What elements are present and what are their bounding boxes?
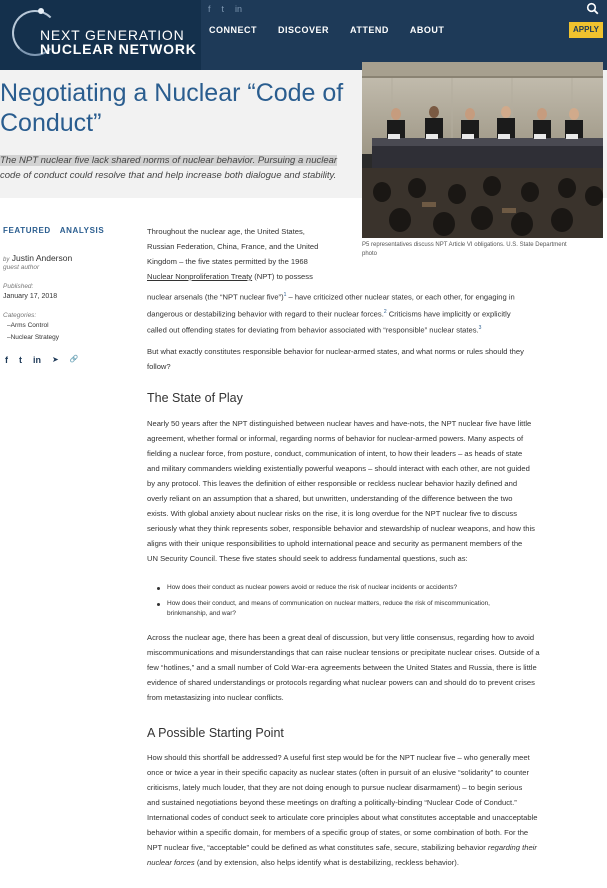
bullet-dot <box>157 603 160 606</box>
paragraph-line: UN Security Council. These five states should seek to address fundamental questions, such as: <box>147 554 468 563</box>
bullet-text <box>167 599 562 619</box>
nav-connect[interactable]: CONNECT <box>209 25 257 35</box>
dek-line2: code of conduct could resolve that and help increase both dialogue and stability. <box>0 170 337 181</box>
footnote-link-2[interactable]: 2 <box>383 308 387 315</box>
site-logo[interactable] <box>0 0 201 70</box>
paragraph-line: miscommunications and misunderstandings that can raise nuclear tensions or precipitate nuclear crises. Outside of a <box>147 648 540 657</box>
share-links <box>5 355 78 365</box>
intro-cont-line: dangerous or destabilizing behavior with regard to their nuclear forces. <box>147 309 384 319</box>
caption-line1: P5 representatives discuss NPT Article VI obligations. U.S. State Department <box>362 242 567 248</box>
intro-cont-after: Criticisms have implicitly or explicitly <box>386 309 511 319</box>
article-photo <box>362 62 603 238</box>
categories-label: Categories: <box>3 312 37 319</box>
paragraph-line: by any protocol. This leaves the definition of either responsible or reckless nuclear behavior hazily defined and <box>147 479 518 488</box>
paragraph-line: and military commanders wielding existentially powerful weapons – should interact with each other, are not guided <box>147 464 530 473</box>
bullet-text-line: brinkmanship, and war? <box>167 610 237 617</box>
intro-cont-line: called out offending states for deviating from behavior associated with “responsible” nuclear states. <box>147 325 479 335</box>
author-name[interactable]: Justin Anderson <box>11 253 73 263</box>
tag-featured[interactable]: FEATURED <box>3 226 51 235</box>
paragraph-italic: nuclear forces <box>147 858 195 867</box>
paragraph-line: evidence of shared understandings or protocols regarding what nuclear powers can and should do to prevent crises <box>147 678 535 687</box>
paragraph-line: (and by extension, also helps identify what is destabilizing, reckless behavior). <box>194 858 459 867</box>
footnote-link-3[interactable]: 3 <box>478 325 482 332</box>
paragraph-line: few “hotlines,” and a small number of Cold War-era agreements between the United States and Russia, there is little <box>147 663 537 672</box>
state-of-play-paragraph <box>147 416 592 566</box>
search-icon[interactable] <box>586 2 599 15</box>
logo-dot-icon <box>38 8 44 14</box>
intro-line: Kingdom – the five states permitted by the 1968 <box>147 257 308 266</box>
apply-button[interactable]: APPLY <box>569 22 603 38</box>
tag-analysis[interactable]: ANALYSIS <box>59 226 105 235</box>
paragraph-line: seriously what they think represents sober, responsible behavior and stewardship of nuclear weapons, and how this <box>147 524 535 533</box>
intro-continuation <box>147 288 587 338</box>
nav-about[interactable]: ABOUT <box>409 25 445 35</box>
title-line1: Negotiating a Nuclear “Code of <box>0 79 344 107</box>
paragraph-line: criticisms, lately much louder, that they are not doing enough to pursue nuclear disarmament) – to begin serious <box>147 783 523 792</box>
twitter-icon[interactable]: t <box>221 4 225 14</box>
nav-attend[interactable]: ATTEND <box>350 25 389 35</box>
paragraph-line: once or twice a year in their specific capacity as nuclear states (often in pursuit of an elusive “solidarity” to counter <box>147 768 529 777</box>
paragraph-line: NPT nuclear five, “acceptable” could be defined as what constitutes safe, secure, stabilizing behavior <box>147 843 488 852</box>
bullet-text-line: How does their conduct, and means of communication on nuclear matters, reduce the risk of miscommunication, <box>167 600 490 607</box>
intro-line: Throughout the nuclear age, the United States, <box>147 227 305 236</box>
published-date: January 17, 2018 <box>3 293 58 300</box>
across-nuclear-age-paragraph <box>147 630 592 705</box>
intro-cont-line: nuclear arsenals (the “NPT nuclear five”) <box>147 292 284 302</box>
paragraph-line: from metastasizing into nuclear conflicts. <box>147 693 284 702</box>
paragraph-line: and sustained negotiations beyond these meetings on drafting a politically-binding “Nuclear Code of Conduct.” <box>147 798 517 807</box>
paragraph-line: overly reliant on an assumption that a shared, but unwritten, understanding of the difference between the two <box>147 494 513 503</box>
paragraph-line: Nearly 50 years after the NPT distinguished between nuclear haves and have-nots, the NPT nuclear five have little <box>147 419 532 428</box>
by-label: by <box>3 257 10 263</box>
intro-paragraph <box>147 224 357 284</box>
share-linkedin-icon[interactable]: in <box>33 355 41 365</box>
paragraph-line: aligns with their unique responsibilities to uphold international peace and security as permanent members of the <box>147 539 523 548</box>
share-twitter-icon[interactable]: t <box>19 355 22 365</box>
main-nav <box>209 25 444 35</box>
logo-text-line2: NUCLEAR NETWORK <box>40 41 197 57</box>
title-line2: Conduct” <box>0 109 102 137</box>
paragraph-line: Across the nuclear age, there has been a great deal of discussion, but very little consensus, regarding how to avoid <box>147 633 535 642</box>
paragraph-line: exists. With global anxiety about nuclear risks on the rise, it is long overdue for the NPT nuclear five to discuss <box>147 509 518 518</box>
category-arms-control[interactable]: –Arms Control <box>7 322 49 329</box>
article-title <box>0 78 350 138</box>
caption-line2: photo <box>362 251 378 257</box>
paragraph-line: fielding a nuclear force, from posture, conduct, communication of intent, to how their leaders – as heads of state <box>147 449 523 458</box>
published-label: Published: <box>3 283 34 290</box>
bullet-dot <box>157 587 160 590</box>
category-nuclear-strategy[interactable]: –Nuclear Strategy <box>7 334 60 341</box>
photo-caption <box>362 241 603 259</box>
footnote-link-1[interactable]: 1 <box>283 292 287 298</box>
paragraph-line: How should this shortfall be addressed? A useful first step would be for the NPT nuclear five – who generally meet <box>147 753 530 762</box>
paragraph-line: International codes of conduct seek to articulate core principles about what constitutes acceptable and unacceptable <box>147 813 538 822</box>
question-line: But what exactly constitutes responsible behavior for nuclear-armed states, and what norms or rules should they <box>147 347 524 356</box>
starting-point-paragraph <box>147 750 595 870</box>
nav-discover[interactable]: DISCOVER <box>278 25 330 35</box>
paragraph-line: agreement, whether formal or informal, regarding norms of behavior for nuclear-armed powers. Many aspects of <box>147 434 524 443</box>
paragraph-line: behavior within a specific domain, for members of a specific group of states, or some combination of both. For the <box>147 828 529 837</box>
author-byline <box>3 253 72 263</box>
author-role: guest author <box>3 264 40 271</box>
intro-line: Russian Federation, China, France, and the United <box>147 242 319 251</box>
share-facebook-icon[interactable]: f <box>5 355 8 365</box>
share-link-icon[interactable]: 🔗 <box>69 356 79 363</box>
article-categories-tags <box>3 226 104 235</box>
linkedin-icon[interactable]: in <box>235 4 243 14</box>
header-social-links <box>208 4 242 14</box>
panel-discussion-photo <box>362 62 603 238</box>
logo-text-line1: NEXT GENERATION <box>40 27 185 43</box>
intro-link-after: (NPT) to possess <box>252 272 313 281</box>
paragraph-italic: regarding their <box>487 843 537 852</box>
bullet-text: How does their conduct as nuclear powers avoid or reduce the risk of nuclear incidents or accidents? <box>167 584 458 591</box>
question-line: follow? <box>147 362 171 371</box>
section-heading-starting-point: A Possible Starting Point <box>147 726 284 740</box>
intro-cont-after: – have criticized other nuclear states, or each other, for engaging in <box>286 292 515 302</box>
npt-link[interactable]: Nuclear Nonproliferation Treaty <box>147 272 253 281</box>
question-paragraph <box>147 344 587 374</box>
article-dek <box>0 153 352 183</box>
dek-line1: The NPT nuclear five lack shared norms of nuclear behavior. Pursuing a nuclear <box>0 155 338 166</box>
section-heading-state-of-play: The State of Play <box>147 391 243 405</box>
facebook-icon[interactable]: f <box>208 4 211 14</box>
top-navigation-bar <box>0 0 607 70</box>
share-send-icon[interactable]: ➤ <box>52 355 59 364</box>
